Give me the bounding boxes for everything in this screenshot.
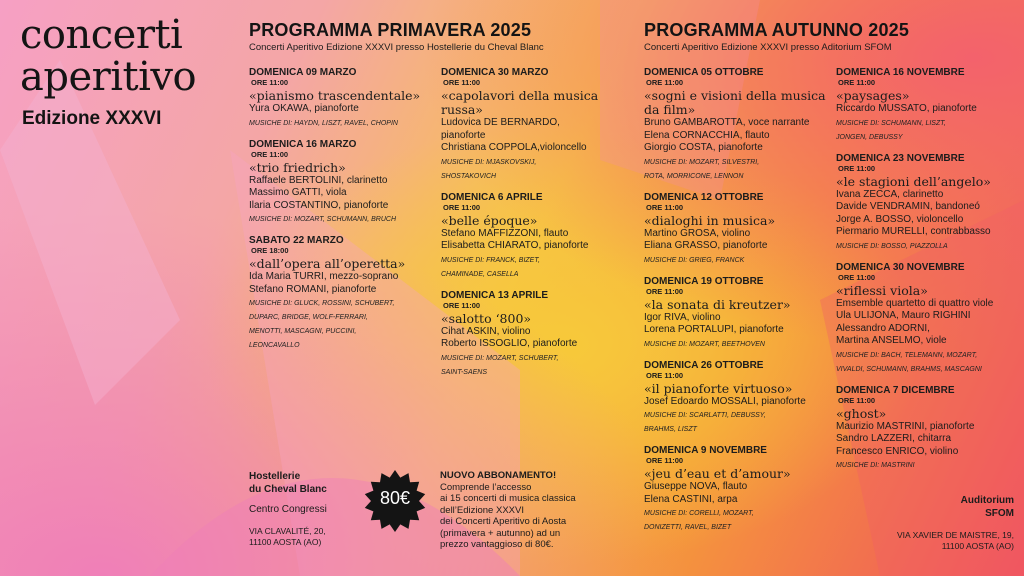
venue-hostellerie: [249, 470, 327, 548]
concert-title: «il pianoforte virtuoso»: [644, 380, 793, 396]
concert-date: DOMENICA 13 APRILE: [441, 289, 549, 301]
composers: MUSICHE DI: BACH, TELEMANN, MOZART,: [836, 351, 978, 359]
performer: Bruno GAMBAROTTA, voce narrante: [644, 117, 810, 128]
composers: ROTA, MORRICONE, LENNON: [644, 172, 744, 180]
concert-time: ORE 11:00: [646, 202, 684, 212]
concert-title: «ghost»: [836, 405, 887, 421]
subscription-line: dell’Edizione XXXVI: [440, 504, 524, 516]
performer: Stefano MAFFIZZONI, flauto: [441, 227, 569, 239]
composers: MUSICHE DI: MASTRINI: [836, 462, 915, 469]
logo-line-2: aperitivo: [20, 54, 197, 100]
price-badge-label: 80€: [379, 488, 411, 508]
concert-date: DOMENICA 6 APRILE: [441, 191, 543, 203]
concert-date: DOMENICA 26 OTTOBRE: [644, 359, 764, 371]
subscription-info: [440, 470, 610, 551]
performer: Raffaele BERTOLINI, clarinetto: [249, 174, 388, 186]
performer: Ula ULIJONA, Mauro RIGHINI: [836, 310, 971, 321]
performer: Giuseppe NOVA, flauto: [644, 481, 748, 492]
concert-title: «la sonata di kreutzer»: [644, 296, 791, 312]
concert-time: ORE 11:00: [251, 78, 289, 87]
spring-column-2: [441, 67, 621, 388]
concert-date: DOMENICA 19 OTTOBRE: [644, 275, 764, 287]
concert-title: «le stagioni dell’angelo»: [836, 173, 991, 189]
concert-title: «salotto ‘800»: [441, 310, 532, 326]
venue-auditorium: [897, 494, 1014, 552]
concert-time: ORE 11:00: [838, 163, 876, 173]
concert-date: DOMENICA 12 OTTOBRE: [644, 191, 764, 203]
concert-date: DOMENICA 16 NOVEMBRE: [836, 67, 965, 78]
venue2-address-line-2: 11100 AOSTA (AO): [941, 541, 1014, 551]
concert-entry: [836, 153, 1021, 253]
venue2-name-line-2: SFOM: [985, 508, 1014, 519]
composers: MUSICHE DI: FRANCK, BIZET,: [441, 256, 540, 264]
composers: MUSICHE DI: MOZART, SCHUBERT,: [441, 354, 559, 362]
composers: MUSICHE DI: MOZART, SILVESTRI,: [644, 158, 760, 166]
concert-time: ORE 11:00: [838, 78, 876, 87]
subscription-line: (primavera + autunno) ad un: [440, 527, 561, 539]
concert-time: ORE 11:00: [443, 300, 481, 310]
performer: Lorena PORTALUPI, pianoforte: [644, 324, 784, 335]
subscription-line: prezzo vantaggioso di 80€.: [440, 539, 554, 550]
edition-label: Edizione XXXVI: [22, 108, 162, 129]
logo-line-1: concerti: [20, 12, 183, 58]
performer: Martina ANSELMO, viole: [836, 335, 947, 346]
concert-entry: [441, 290, 621, 379]
concert-time: ORE 11:00: [838, 395, 876, 405]
concert-title: «paysages»: [836, 88, 910, 103]
performer: Emsemble quartetto di quattro viole: [836, 297, 994, 309]
venue2-address-line-1: VIA XAVIER DE MAISTRE, 19,: [897, 530, 1014, 540]
performer: Elena CASTINI, arpa: [644, 493, 738, 505]
performer: Riccardo MUSSATO, pianoforte: [836, 103, 977, 114]
composers: SHOSTAKOVICH: [441, 172, 497, 180]
concert-time: ORE 11:00: [443, 78, 481, 87]
performer: Cihat ASKIN, violino: [441, 325, 531, 337]
concert-entry: [644, 67, 832, 183]
concert-entry: [644, 276, 832, 351]
performer: Francesco ENRICO, violino: [836, 445, 959, 457]
subscription-text: [440, 482, 610, 551]
performer: Jorge A. BOSSO, violoncello: [836, 213, 964, 225]
concert-title: «sogni e visioni della musica da film»: [644, 88, 826, 117]
composers: JONGEN, DEBUSSY: [836, 133, 903, 141]
performer: Eliana GRASSO, pianoforte: [644, 240, 768, 251]
concert-date: DOMENICA 16 MARZO: [249, 138, 357, 150]
performer: Maurizio MASTRINI, pianoforte: [836, 420, 975, 432]
performer: Roberto ISSOGLIO, pianoforte: [441, 338, 578, 349]
autumn-program-title: PROGRAMMA AUTUNNO 2025: [644, 20, 910, 40]
subscription-line: dei Concerti Aperitivo di Aosta: [440, 516, 567, 527]
composers: MUSICHE DI: MJASKOVSKIJ,: [441, 158, 537, 166]
performer: Christiana COPPOLA,violoncello: [441, 142, 587, 153]
concert-entry: [441, 192, 621, 281]
concert-entry: [644, 445, 832, 534]
concert-date: SABATO 22 MARZO: [249, 235, 344, 246]
concert-title: «jeu d’eau et d’amour»: [644, 466, 791, 481]
autumn-program-subtitle: Concerti Aperitivo Edizione XXXVI presso Aditorium SFOM: [644, 42, 892, 53]
concert-date: DOMENICA 09 MARZO: [249, 67, 357, 78]
concert-title: «trio friedrich»: [249, 159, 346, 175]
concert-entry: [249, 67, 437, 130]
composers: MUSICHE DI: MOZART, BEETHOVEN: [644, 340, 765, 348]
composers: DONIZETTI, RAVEL, BIZET: [644, 524, 732, 531]
concert-date: DOMENICA 30 NOVEMBRE: [836, 261, 965, 273]
spring-program-title: PROGRAMMA PRIMAVERA 2025: [249, 20, 532, 40]
subscription-line: Comprende l’accesso: [440, 481, 532, 493]
concert-time: ORE 11:00: [646, 78, 684, 87]
subscription-line: ai 15 concerti di musica classica: [440, 493, 576, 504]
concert-date: DOMENICA 05 OTTOBRE: [644, 67, 764, 78]
concert-title: «riflessi viola»: [836, 282, 928, 298]
concert-time: ORE 11:00: [443, 202, 481, 212]
composers: LEONCAVALLO: [249, 342, 300, 349]
performer: Massimo GATTI, viola: [249, 187, 347, 198]
concert-title: «dall’opera all’operetta»: [249, 256, 406, 271]
performer: Martino GROSA, violino: [644, 227, 751, 239]
concert-date: DOMENICA 7 DICEMBRE: [836, 384, 955, 396]
concert-title: «dialoghi in musica»: [644, 212, 776, 228]
concert-entry: [249, 235, 437, 352]
venue-type: Centro Congressi: [249, 504, 327, 515]
concert-entry: [644, 360, 832, 437]
venue-name-line-2: du Cheval Blanc: [249, 484, 327, 495]
spring-program-subtitle: Concerti Aperitivo Edizione XXXVI presso Hostellerie du Cheval Blanc: [249, 42, 544, 53]
performer: Elisabetta CHIARATO, pianoforte: [441, 240, 589, 251]
performer: Piermario MURELLI, contrabbasso: [836, 226, 991, 237]
concert-title: «capolavori della musica russa»: [441, 88, 599, 117]
performer: Josef Edoardo MOSSALI, pianoforte: [644, 395, 806, 407]
composers: MUSICHE DI: MOZART, SCHUMANN, BRUCH: [249, 216, 397, 223]
concert-entry: [836, 67, 1021, 144]
performer: pianoforte: [441, 129, 486, 141]
concert-date: DOMENICA 9 NOVEMBRE: [644, 445, 767, 456]
spring-column-1: [249, 67, 437, 361]
venue-name-line-1: Hostellerie: [249, 471, 301, 482]
venue2-name-line-1: Auditorium: [960, 495, 1014, 506]
venue-address-line-2: 11100 AOSTA (AO): [249, 537, 322, 547]
concert-time: ORE 11:00: [838, 272, 876, 282]
concert-entry: [836, 385, 1021, 473]
composers: SAINT-SAENS: [441, 368, 488, 376]
autumn-column-1: [644, 67, 832, 543]
composers: MUSICHE DI: CORELLI, MOZART,: [644, 510, 754, 517]
concert-time: ORE 11:00: [646, 370, 684, 380]
concert-time: ORE 18:00: [251, 246, 289, 255]
performer: Alessandro ADORNI,: [836, 322, 930, 334]
concert-time: ORE 11:00: [646, 456, 684, 465]
composers: MUSICHE DI: SCHUMANN, LISZT,: [836, 119, 946, 127]
performer: Ilaria COSTANTINO, pianoforte: [249, 199, 389, 211]
performer: Sandro LAZZERI, chitarra: [836, 433, 952, 444]
concert-entry: [836, 262, 1021, 376]
concert-time: ORE 11:00: [646, 286, 684, 296]
concert-time: ORE 11:00: [251, 149, 289, 159]
subscription-heading: NUOVO ABBONAMENTO!: [440, 470, 557, 481]
concert-entry: [644, 192, 832, 267]
venue-address-line-1: VIA CLAVALITÉ, 20,: [249, 526, 326, 536]
autumn-column-2: [836, 67, 1021, 481]
performer: Igor RIVA, violino: [644, 311, 721, 323]
composers: MUSICHE DI: BOSSO, PIAZZOLLA: [836, 242, 948, 250]
performer: Giorgio COSTA, pianoforte: [644, 142, 763, 153]
performer: Ivana ZECCA, clarinetto: [836, 188, 944, 200]
concert-title: «belle époque»: [441, 212, 538, 228]
composers: DUPARC, BRIDGE, WOLF-FERRARI,: [249, 314, 368, 321]
performer: Davide VENDRAMIN, bandoneó: [836, 201, 980, 212]
composers: BRAHMS, LISZT: [644, 426, 697, 433]
concert-date: DOMENICA 23 NOVEMBRE: [836, 152, 965, 164]
concert-title: «pianismo trascendentale»: [249, 88, 421, 103]
composers: MUSICHE DI: SCARLATTI, DEBUSSY,: [644, 412, 766, 419]
performer: Yura OKAWA, pianoforte: [249, 103, 359, 114]
composers: MUSICHE DI: HAYDN, LISZT, RAVEL, CHOPIN: [249, 119, 398, 127]
performer: Ida Maria TURRI, mezzo-soprano: [249, 271, 399, 282]
concert-date: DOMENICA 30 MARZO: [441, 67, 549, 78]
logo-title: [20, 14, 196, 98]
composers: MUSICHE DI: GRIEG, FRANCK: [644, 256, 745, 264]
performer: Ludovica DE BERNARDO,: [441, 117, 560, 128]
performer: Stefano ROMANI, pianoforte: [249, 283, 377, 295]
composers: VIVALDI, SCHUMANN, BRAHMS, MASCAGNI: [836, 365, 982, 373]
concert-entry: [249, 139, 437, 227]
composers: MUSICHE DI: GLUCK, ROSSINI, SCHUBERT,: [249, 300, 395, 307]
concert-entry: [441, 67, 621, 183]
performer: Elena CORNACCHIA, flauto: [644, 129, 770, 141]
composers: MENOTTI, MASCAGNI, PUCCINI,: [249, 328, 357, 335]
composers: CHAMINADE, CASELLA: [441, 270, 519, 278]
